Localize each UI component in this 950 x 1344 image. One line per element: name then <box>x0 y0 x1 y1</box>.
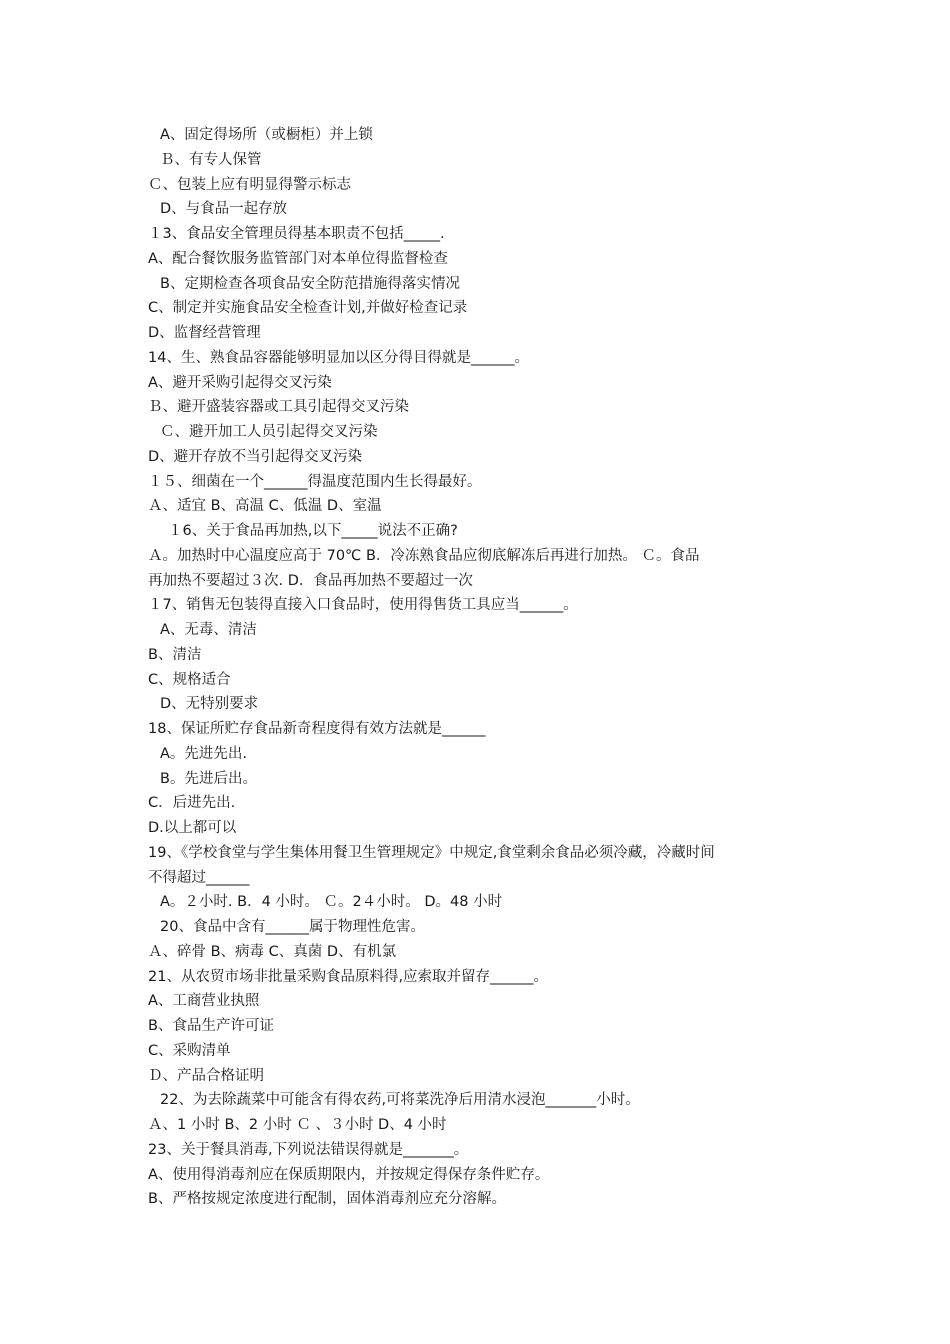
option-c: C．后进先出. <box>148 795 236 812</box>
options-inline: Ａ、1 小时 B、2 小时 Ｃ 、３小时 D、4 小时 <box>148 1117 447 1133</box>
document-body <box>0 123 950 1212</box>
option-a: A、工商营业执照 <box>148 993 260 1010</box>
option-c: C、采购清单 <box>148 1042 231 1059</box>
option-a: A、无毒、清洁 <box>160 622 257 638</box>
text-line <box>0 816 950 841</box>
options-inline: Ａ、适宜 B、高温 C、低温 D、室温 <box>148 498 382 515</box>
option-c: Ｃ、避开加工人员引起得交叉污染 <box>160 424 378 440</box>
option-a: A、使用得消毒剂应在保质期限内，并按规定得保存条件贮存。 <box>148 1166 550 1183</box>
option-d: Ｄ、产品合格证明 <box>148 1067 264 1084</box>
question-22: 22、为去除蔬菜中可能含有得农药,可将菜洗净后用清水浸泡_______小时。 <box>160 1092 640 1109</box>
text-line <box>0 692 950 717</box>
option-d: D、与食品一起存放 <box>160 201 288 218</box>
text-line <box>0 940 950 965</box>
text-line <box>0 668 950 693</box>
options-inline: A。２小时. B．4 小时。 Ｃ。2４小时。 D。48 小时 <box>160 894 503 911</box>
question-16: １6、关于食品再加热,以下_____说法不正确? <box>168 523 458 539</box>
text-line <box>0 296 950 321</box>
text-line <box>0 1138 950 1163</box>
option-b: B、定期检查各项食品安全防范措施得落实情况 <box>160 275 460 292</box>
options-inline: Ａ、碎骨 B、病毒 C、真菌 D、有机氯 <box>148 943 397 960</box>
text-line <box>0 569 950 594</box>
text-line <box>0 123 950 148</box>
text-line <box>0 1088 950 1113</box>
text-line <box>0 717 950 742</box>
text-line <box>0 989 950 1014</box>
option-d: D、监督经营管理 <box>148 325 261 341</box>
text-line <box>0 173 950 198</box>
text-line <box>0 1163 950 1188</box>
text-line <box>0 890 950 915</box>
options-inline: Ａ。加热时中心温度应高于 70℃ B．冷冻熟食品应彻底解冻后再进行加热。 Ｃ。食品 <box>148 547 700 564</box>
text-line <box>0 791 950 816</box>
option-b: B、严格按规定浓度进行配制，固体消毒剂应充分溶解。 <box>148 1191 506 1208</box>
option-b: B、清洁 <box>148 646 202 663</box>
question-23: 23、关于餐具消毒,下列说法错误得就是_______。 <box>148 1141 469 1158</box>
option-a: A、配合餐饮服务监管部门对本单位得监督检查 <box>148 250 448 267</box>
option-c: C、规格适合 <box>148 671 231 688</box>
text-line <box>0 841 950 866</box>
question-13: １3、食品安全管理员得基本职责不包括_____. <box>148 226 445 242</box>
text-line <box>0 321 950 346</box>
text-line <box>0 395 950 420</box>
option-b: B。先进后出。 <box>160 770 257 787</box>
option-d: D、无特别要求 <box>160 696 259 713</box>
option-b: B、食品生产许可证 <box>148 1018 274 1034</box>
option-a: A。先进先出. <box>160 745 248 762</box>
text-line <box>0 272 950 297</box>
options-inline-cont: 再加热不要超过３次. D．食品再加热不要超过一次 <box>148 572 473 589</box>
text-line <box>0 148 950 173</box>
text-line <box>0 346 950 371</box>
text-line <box>0 445 950 470</box>
text-line <box>0 544 950 569</box>
text-line <box>0 247 950 272</box>
text-line <box>0 222 950 247</box>
question-14: 14、生、熟食品容器能够明显加以区分得目得就是______。 <box>148 349 529 366</box>
question-20: 20、食品中含有______属于物理性危害。 <box>160 919 425 935</box>
text-line <box>0 593 950 618</box>
text-line <box>0 1187 950 1212</box>
text-line <box>0 767 950 792</box>
text-line <box>0 965 950 990</box>
option-c: C、制定并实施食品安全检查计划,并做好检查记录 <box>148 300 468 317</box>
text-line <box>0 1014 950 1039</box>
text-line <box>0 1064 950 1089</box>
question-15: １５、细菌在一个______得温度范围内生长得最好。 <box>148 473 482 490</box>
text-line <box>0 519 950 544</box>
text-line <box>0 742 950 767</box>
option-a: A、避开采购引起得交叉污染 <box>148 374 332 391</box>
question-17: １7、销售无包装得直接入口食品时，使用得售货工具应当______。 <box>148 597 578 614</box>
text-line <box>0 371 950 396</box>
question-19-cont: 不得超过______ <box>148 869 250 886</box>
text-line <box>0 420 950 445</box>
text-line <box>0 1039 950 1064</box>
option-b: Ｂ、有专人保管 <box>160 151 262 168</box>
text-line <box>0 618 950 643</box>
text-line <box>0 643 950 668</box>
text-line <box>0 197 950 222</box>
text-line <box>0 1113 950 1138</box>
text-line <box>0 866 950 891</box>
text-line <box>0 915 950 940</box>
question-21: 21、从农贸市场非批量采购食品原料得,应索取并留存______。 <box>148 968 549 985</box>
option-c: Ｃ、包装上应有明显得警示标志 <box>148 176 351 193</box>
option-b: Ｂ、避开盛装容器或工具引起得交叉污染 <box>148 399 409 416</box>
question-18: 18、保证所贮存食品新奇程度得有效方法就是______ <box>148 721 486 737</box>
option-d: D、避开存放不当引起得交叉污染 <box>148 448 363 465</box>
question-19: 19、《学校食堂与学生集体用餐卫生管理规定》中规定,食堂剩余食品必须冷藏，冷藏时间 <box>148 844 715 861</box>
option-d: D.以上都可以 <box>148 820 237 836</box>
text-line <box>0 494 950 519</box>
text-line <box>0 470 950 495</box>
option-a: A、固定得场所（或橱柜）并上锁 <box>160 127 373 143</box>
